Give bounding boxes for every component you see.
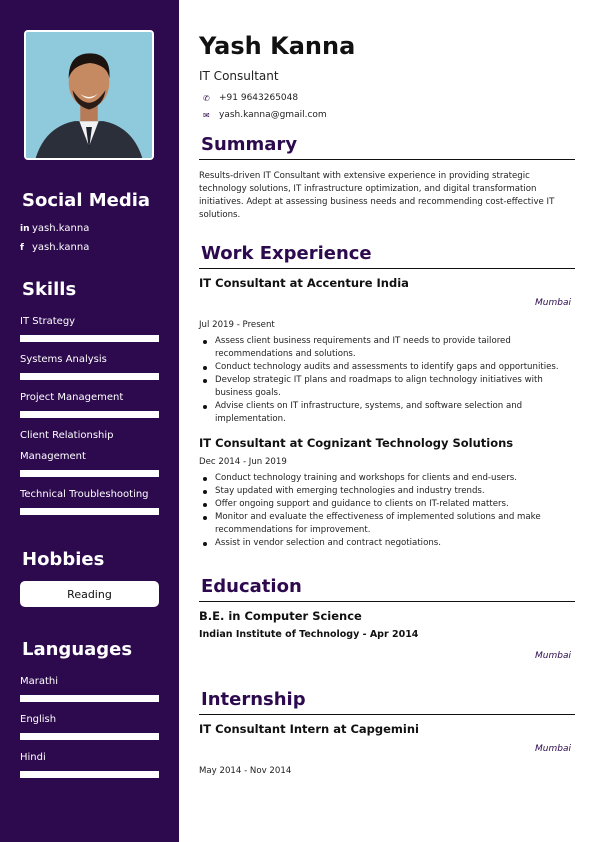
- skill-label: Systems Analysis: [20, 354, 107, 365]
- internship-date: May 2014 - Nov 2014: [199, 766, 292, 776]
- job-title: IT Consultant at Accenture India: [199, 276, 409, 290]
- list-item: Advise clients on IT infrastructure, systems, and software selection and implementation.: [199, 400, 575, 426]
- job-bullets: [199, 335, 575, 426]
- contact-phone[interactable]: [203, 93, 298, 103]
- social-facebook[interactable]: [20, 242, 89, 253]
- list-item: Assist in vendor selection and contract negotiations.: [199, 537, 575, 550]
- language-bar: [20, 695, 159, 702]
- email-address: yash.kanna@gmail.com: [219, 110, 327, 120]
- list-item: Conduct technology audits and assessments to identify gaps and opportunities.: [199, 361, 575, 374]
- contact-email[interactable]: [203, 110, 327, 120]
- degree-title: B.E. in Computer Science: [199, 609, 362, 623]
- social-media-heading: Social Media: [22, 190, 151, 211]
- education-location: Mumbai: [535, 651, 571, 661]
- social-linkedin[interactable]: [20, 223, 89, 234]
- phone-number: +91 9643265048: [219, 93, 299, 103]
- language-label: Marathi: [20, 676, 59, 687]
- list-item: Monitor and evaluate the effectiveness of implemented solutions and make recommendations for improvement.: [199, 511, 575, 537]
- job-location: Mumbai: [535, 298, 571, 308]
- linkedin-icon: in: [20, 223, 30, 234]
- job-bullets: [199, 472, 575, 550]
- summary-text: Results-driven IT Consultant with extensive experience in providing strategic technology solutions, IT infrastructure optimization, and digital transformation initiatives. Adept at assessing business needs and recommending cost-effective IT solutions.: [199, 171, 555, 220]
- list-item: Assess client business requirements and IT needs to provide tailored recommendations and solutions.: [199, 335, 575, 361]
- education-heading: Education: [201, 576, 302, 597]
- list-item: Develop strategic IT plans and roadmaps to align technology initiatives with business goals.: [199, 374, 575, 400]
- list-item: Conduct technology training and workshops for clients and end-users.: [199, 472, 575, 485]
- skills-heading: Skills: [22, 279, 77, 300]
- skill-label: IT Strategy: [20, 316, 76, 327]
- languages-heading: Languages: [22, 639, 133, 660]
- language-label: Hindi: [20, 752, 46, 763]
- language-bar: [20, 733, 159, 740]
- internship-title: IT Consultant Intern at Capgemini: [199, 722, 419, 736]
- list-item: Offer ongoing support and guidance to clients on IT-related matters.: [199, 498, 575, 511]
- hobbies-heading: Hobbies: [22, 549, 105, 570]
- skill-label: Technical Troubleshooting: [20, 489, 149, 500]
- mail-icon: ✉: [203, 110, 210, 120]
- internship-location: Mumbai: [535, 744, 571, 754]
- skill-bar: [20, 411, 159, 418]
- phone-icon: ✆: [203, 93, 210, 103]
- language-label: English: [20, 714, 57, 725]
- skill-label: Client Relationship: [20, 430, 114, 441]
- section-divider: [199, 714, 575, 715]
- social-facebook-handle: yash.kanna: [32, 242, 90, 253]
- candidate-name: Yash Kanna: [199, 32, 356, 60]
- work-experience-heading: Work Experience: [201, 243, 372, 264]
- job-title: IT Consultant at Cognizant Technology Solutions: [199, 436, 514, 450]
- institution: Indian Institute of Technology - Apr 2014: [199, 629, 419, 640]
- skill-bar: [20, 373, 159, 380]
- skill-bar: [20, 508, 159, 515]
- internship-heading: Internship: [201, 689, 306, 710]
- social-linkedin-handle: yash.kanna: [32, 223, 90, 234]
- profile-photo: [24, 30, 154, 160]
- language-bar: [20, 771, 159, 778]
- section-divider: [199, 159, 575, 160]
- list-item: Stay updated with emerging technologies and industry trends.: [199, 485, 575, 498]
- skill-bar: [20, 470, 159, 477]
- facebook-icon: f: [20, 242, 24, 253]
- sidebar: [0, 0, 179, 842]
- section-divider: [199, 601, 575, 602]
- hobby-pill: Reading: [20, 581, 159, 607]
- profile-photo-image: [26, 32, 152, 158]
- skill-label: Project Management: [20, 392, 124, 403]
- job-date: Dec 2014 - Jun 2019: [199, 457, 287, 467]
- skill-label-line2: Management: [20, 451, 86, 462]
- job-date: Jul 2019 - Present: [199, 320, 275, 330]
- candidate-role: IT Consultant: [199, 69, 279, 83]
- summary-heading: Summary: [201, 134, 298, 155]
- section-divider: [199, 268, 575, 269]
- skill-bar: [20, 335, 159, 342]
